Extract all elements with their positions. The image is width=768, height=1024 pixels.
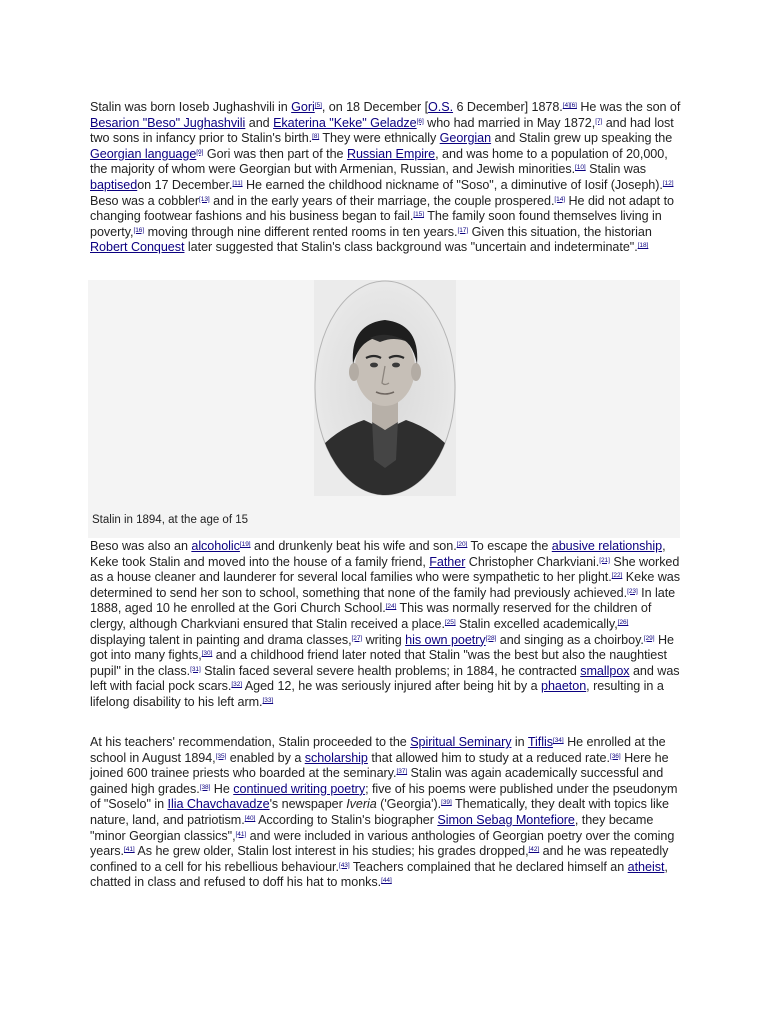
text: Christopher Charkviani. [465,554,600,569]
text: Given this situation, the historian [468,224,652,239]
text: In late 1888, aged 10 he enrolled at the Gori Church School. [90,585,676,616]
ref[interactable]: [42] [528,846,540,854]
link-scholarship[interactable]: scholarship [304,750,368,765]
link-robert-conquest[interactable]: Robert Conquest [90,240,185,255]
text: displaying talent in painting and drama classes, [90,632,352,647]
text: Here he joined 600 trainee priests who boarded at the seminary. [90,750,669,781]
text: later suggested that Stalin's class background was "uncertain and indeterminate". [184,240,638,255]
link-spiritual-seminary[interactable]: Spiritual Seminary [410,735,512,749]
text: and was left with facial pock scars. [90,663,680,694]
ref[interactable]: [31] [190,665,201,673]
text: Beso was a cobbler [90,193,200,208]
link-ekaterina[interactable]: Ekaterina "Keke" Geladze [273,115,417,130]
ref[interactable]: [34] [552,737,564,744]
ref[interactable]: [17] [457,226,469,234]
ref[interactable]: [14] [554,195,566,203]
ref[interactable]: [19] [239,541,251,548]
text: and singing as a choirboy. [496,632,644,647]
text: He did not adapt to changing footwear fashions and his business began to fail. [90,193,674,224]
text: Gori was then part of the [203,146,347,161]
ref[interactable]: [43] [338,861,350,869]
ref[interactable]: [24] [385,603,397,611]
text: , they became "minor Georgian classics", [90,812,654,843]
text: The family soon found themselves living in poverty, [90,209,662,239]
ref[interactable]: [22] [611,572,623,580]
figure [88,280,680,538]
ref[interactable]: [7] [595,117,603,125]
text: in [511,735,528,749]
text: He earned the childhood nickname of "Soso", a diminutive of Iosif (Joseph). [242,177,663,192]
ref[interactable]: [11] [232,179,243,187]
ref[interactable]: [10] [575,164,586,172]
ref[interactable]: [44] [381,877,392,885]
ref[interactable]: [39] [441,799,452,807]
paragraph-childhood [90,539,684,711]
newspaper-title: Iveria [346,797,377,812]
ref[interactable]: [41] [124,846,135,854]
ref[interactable]: [6] [416,117,424,125]
text: , chatted in class and refused to doff his hat to monks. [90,859,668,890]
ref[interactable]: [20] [456,541,468,548]
text: According to Stalin's biographer [255,812,438,827]
ref[interactable]: [29] [643,634,655,642]
ref[interactable]: [16] [133,226,145,234]
link-atheist[interactable]: atheist [627,859,665,874]
ref[interactable]: [21] [599,556,610,564]
ref[interactable]: [41] [235,830,247,838]
text: Stalin faced several severe health problems; in 1884, he contracted [200,663,581,678]
ref[interactable]: [37] [396,768,408,776]
paragraph-birth [90,100,684,256]
text: Thematically, they dealt with topics like nature, land, and patriotism. [90,797,669,827]
text: To escape the [467,539,552,553]
paragraph-seminary [90,735,684,891]
link-continued-writing-poetry[interactable]: continued writing poetry [233,781,366,796]
text: that allowed him to study at a reduced rate. [367,750,610,765]
portrait-image [314,280,456,496]
link-alcoholic[interactable]: alcoholic [191,539,240,553]
text: 's newspaper [269,797,347,812]
ref[interactable]: [25] [444,618,456,626]
text: and had lost two sons in infancy prior to Stalin's birth. [90,115,674,146]
ref[interactable]: [12] [662,179,674,187]
text: Teachers complained that he declared himself an [349,859,628,874]
ref[interactable]: [5] [314,102,322,109]
text: , Keke took Stalin and moved into the house of a family friend, [90,539,666,569]
text: moving through nine different rented rooms in ten years. [144,224,458,239]
ref[interactable]: [27] [351,634,363,642]
text: , on 18 December [ [321,100,429,114]
link-father[interactable]: Father [429,554,466,569]
text: and Stalin grew up speaking the [491,131,673,146]
ref[interactable]: [15] [413,211,425,219]
text: ('Georgia'). [376,797,442,812]
text: and [245,115,274,130]
text: and a childhood friend later noted that Stalin "was the best but also the naughtiest pupil" in the class. [90,648,667,678]
text: She worked as a house cleaner and launderer for several local families who were sympathetic to her plight. [90,554,680,585]
text: ; five of his poems were published under the pseudonym of "Soselo" in [90,781,678,812]
text: As he grew older, Stalin lost interest in his studies; his grades dropped, [134,844,529,859]
text: Stalin was born Ioseb Jughashvili in [90,100,292,114]
text: He [210,781,234,796]
ref[interactable]: [33] [262,696,274,704]
ref[interactable]: [18] [637,242,649,250]
link-his-own-poetry[interactable]: his own poetry [405,632,486,647]
link-smallpox[interactable]: smallpox [580,663,630,678]
ref[interactable]: [28] [485,634,497,642]
ref[interactable]: [13] [199,195,210,203]
text: , resulting in a lifelong disability to his left arm. [90,679,664,709]
text: and drunkenly beat his wife and son. [250,539,457,553]
text: He got into many fights, [90,632,674,663]
text: writing [362,632,406,647]
ref[interactable]: [6] [569,102,577,109]
text: Stalin was [585,162,647,177]
link-gori[interactable]: Gori [291,100,315,114]
text: Stalin excelled academically, [455,616,618,631]
text: enabled by a [226,750,305,765]
text: Stalin was again academically successful and gained high grades. [90,766,664,796]
ref[interactable]: [36] [609,752,621,760]
text: 6 December] 1878. [453,100,563,114]
link-russian-empire[interactable]: Russian Empire [346,146,436,161]
figure-caption: Stalin in 1894, at the age of 15 [92,514,249,526]
ref[interactable]: [26] [617,618,629,626]
link-simon-sebag-montefiore[interactable]: Simon Sebag Montefiore [437,812,575,827]
text: Beso was also an [90,539,192,553]
ref[interactable]: [32] [231,681,243,689]
portrait-photo[interactable] [314,280,456,496]
ref[interactable]: [40] [244,814,256,822]
ref[interactable]: [8] [312,133,320,141]
link-phaeton[interactable]: phaeton [540,679,587,694]
text: Aged 12, he was seriously injured after being hit by a [242,679,541,694]
text: He was the son of [576,100,681,114]
text: , and was home to a population of 20,000, the majority of whom were Georgian but with Armenian, Russian, and Jewish minorities. [90,146,668,177]
text: on 17 December. [137,177,233,192]
text: He enrolled at the school in August 1894, [90,735,666,765]
ref[interactable]: [38] [199,783,211,791]
link-besarion[interactable]: Besarion "Beso" Jughashvili [90,115,246,130]
link-baptised[interactable]: baptised [90,177,138,192]
ref[interactable]: [9] [196,148,204,156]
link-old-style[interactable]: O.S. [428,100,454,114]
text: Keke was determined to send her son to school, something that none of the family had previously achieved. [90,570,680,600]
link-georgian[interactable]: Georgian [439,131,492,146]
link-georgian-language[interactable]: Georgian language [90,146,197,161]
text: and he was repeatedly confined to a cell for his rebellious behaviour. [90,844,669,874]
text: who had married in May 1872, [423,115,596,130]
link-tiflis[interactable]: Tiflis [527,735,553,749]
text: At his teachers' recommendation, Stalin proceeded to the [90,735,411,749]
link-abusive-relationship[interactable]: abusive relationship [551,539,663,553]
ref[interactable]: [35] [215,752,227,760]
text: and in the early years of their marriage, the couple prospered. [209,193,555,208]
ref[interactable]: [23] [627,587,638,595]
text: This was normally reserved for the children of clergy, although Charkviani ensured that Stalin received a place. [90,601,652,631]
ref[interactable]: [30] [201,650,213,658]
link-ilia-chavchavadze[interactable]: Ilia Chavchavadze [167,797,270,812]
text: They were ethnically [319,131,440,146]
text: and were included in various anthologies of Georgian poetry over the coming years. [90,828,675,859]
ref[interactable]: [4] [562,102,570,109]
